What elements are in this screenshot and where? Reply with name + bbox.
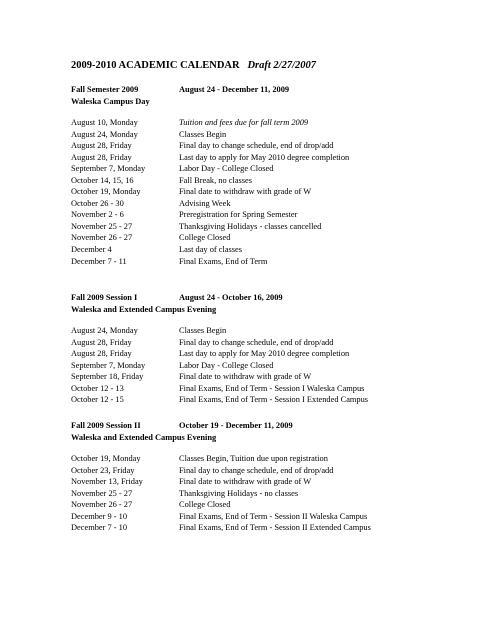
section-header bbox=[71, 420, 491, 432]
section-session-2 bbox=[71, 420, 491, 534]
row-date: September 18, Friday bbox=[71, 372, 144, 382]
calendar-row bbox=[71, 244, 491, 256]
row-date: October 26 - 30 bbox=[71, 198, 124, 208]
calendar-row bbox=[71, 522, 491, 534]
calendar-row bbox=[71, 198, 491, 210]
row-date: November 26 - 27 bbox=[71, 233, 133, 243]
calendar-row bbox=[71, 117, 491, 129]
section-header bbox=[71, 292, 491, 304]
calendar-row bbox=[71, 140, 491, 152]
calendar-row bbox=[71, 209, 491, 221]
section-dates: October 19 - December 11, 2009 bbox=[179, 421, 293, 430]
section-subheader: Waleska and Extended Campus Evening bbox=[71, 304, 217, 314]
row-event: Preregistration for Spring Semester bbox=[179, 210, 298, 220]
row-event: Final Exams, End of Term bbox=[179, 256, 268, 266]
title-draft: Draft 2/27/2007 bbox=[247, 60, 317, 71]
calendar-rows bbox=[71, 325, 491, 406]
calendar-row bbox=[71, 476, 491, 488]
row-date: August 28, Friday bbox=[71, 337, 132, 347]
row-event: College Closed bbox=[179, 500, 231, 510]
calendar-rows bbox=[71, 453, 491, 534]
calendar-row bbox=[71, 129, 491, 141]
row-event: Last day to apply for May 2010 degree completion bbox=[179, 152, 350, 162]
row-event: Thanksgiving Holidays - classes cancelled bbox=[179, 221, 322, 231]
row-date: August 10, Monday bbox=[71, 118, 138, 127]
calendar-rows bbox=[71, 117, 491, 267]
row-date: October 19, Monday bbox=[71, 187, 141, 197]
section-dates: August 24 - October 16, 2009 bbox=[179, 293, 283, 302]
row-date: October 19, Monday bbox=[71, 454, 141, 463]
calendar-row bbox=[71, 453, 491, 465]
calendar-row bbox=[71, 348, 491, 360]
calendar-row bbox=[71, 152, 491, 164]
calendar-row bbox=[71, 256, 491, 268]
row-event: Last day to apply for May 2010 degree completion bbox=[179, 349, 350, 359]
calendar-row bbox=[71, 383, 491, 395]
row-date: September 7, Monday bbox=[71, 164, 146, 174]
section-header bbox=[71, 84, 491, 96]
row-date: October 12 - 15 bbox=[71, 395, 124, 405]
calendar-row bbox=[71, 337, 491, 349]
row-event: Final date to withdraw with grade of W bbox=[179, 372, 312, 382]
section-subheader: Waleska and Extended Campus Evening bbox=[71, 432, 217, 442]
calendar-row bbox=[71, 175, 491, 187]
row-date: October 14, 15, 16 bbox=[71, 175, 134, 185]
row-date: September 7, Monday bbox=[71, 360, 146, 370]
section-dates: August 24 - December 11, 2009 bbox=[179, 85, 290, 94]
row-date: November 26 - 27 bbox=[71, 500, 133, 510]
row-date: August 28, Friday bbox=[71, 152, 132, 162]
row-event: Classes Begin bbox=[179, 326, 227, 335]
section-name: Fall Semester 2009 bbox=[71, 85, 139, 94]
row-date: October 23, Friday bbox=[71, 465, 135, 475]
row-event: Tuition and fees due for fall term 2009 bbox=[179, 118, 309, 127]
row-date: October 12 - 13 bbox=[71, 383, 124, 393]
row-date: December 9 - 10 bbox=[71, 511, 128, 521]
calendar-row bbox=[71, 371, 491, 383]
row-event: Final Exams, End of Term - Session I Extended Campus bbox=[179, 395, 369, 405]
row-date: August 28, Friday bbox=[71, 349, 132, 359]
row-event: Final day to change schedule, end of drop/add bbox=[179, 465, 334, 475]
calendar-row bbox=[71, 488, 491, 500]
section-subheader: Waleska Campus Day bbox=[71, 96, 150, 106]
row-event: College Closed bbox=[179, 233, 231, 243]
row-event: Thanksgiving Holidays - no classes bbox=[179, 488, 299, 498]
row-date: December 7 - 11 bbox=[71, 256, 127, 266]
calendar-row bbox=[71, 511, 491, 523]
row-date: November 2 - 6 bbox=[71, 210, 124, 220]
section-name: Fall 2009 Session I bbox=[71, 293, 138, 302]
row-event: Final Exams, End of Term - Session II Extended Campus bbox=[179, 523, 371, 533]
row-event: Final date to withdraw with grade of W bbox=[179, 477, 312, 487]
row-date: November 13, Friday bbox=[71, 477, 143, 487]
row-event: Advising Week bbox=[179, 198, 231, 208]
row-date: December 4 bbox=[71, 245, 112, 255]
document-title bbox=[71, 60, 316, 71]
row-event: Classes Begin bbox=[179, 129, 227, 139]
calendar-row bbox=[71, 394, 491, 406]
section-session-1 bbox=[71, 292, 491, 406]
calendar-row bbox=[71, 499, 491, 511]
row-event: Labor Day - College Closed bbox=[179, 164, 274, 174]
calendar-row bbox=[71, 360, 491, 372]
row-event: Classes Begin, Tuition due upon registration bbox=[179, 454, 328, 463]
row-event: Fall Break, no classes bbox=[179, 175, 253, 185]
row-event: Labor Day - College Closed bbox=[179, 360, 274, 370]
calendar-row bbox=[71, 221, 491, 233]
calendar-row bbox=[71, 325, 491, 337]
row-event: Final day to change schedule, end of drop/add bbox=[179, 337, 334, 347]
title-main: 2009-2010 ACADEMIC CALENDAR bbox=[71, 60, 240, 71]
section-fall-semester bbox=[71, 84, 491, 267]
row-event: Final Exams, End of Term - Session II Waleska Campus bbox=[179, 511, 368, 521]
calendar-row bbox=[71, 465, 491, 477]
calendar-row bbox=[71, 186, 491, 198]
row-event: Final day to change schedule, end of drop/add bbox=[179, 141, 334, 151]
row-event: Last day of classes bbox=[179, 245, 243, 255]
calendar-row bbox=[71, 163, 491, 175]
row-date: August 24, Monday bbox=[71, 129, 138, 139]
row-date: December 7 - 10 bbox=[71, 523, 128, 533]
row-event: Final date to withdraw with grade of W bbox=[179, 187, 312, 197]
calendar-row bbox=[71, 232, 491, 244]
row-date: August 28, Friday bbox=[71, 141, 132, 151]
row-date: November 25 - 27 bbox=[71, 221, 133, 231]
row-event: Final Exams, End of Term - Session I Waleska Campus bbox=[179, 383, 365, 393]
section-name: Fall 2009 Session II bbox=[71, 421, 141, 430]
row-date: November 25 - 27 bbox=[71, 488, 133, 498]
row-date: August 24, Monday bbox=[71, 326, 138, 335]
